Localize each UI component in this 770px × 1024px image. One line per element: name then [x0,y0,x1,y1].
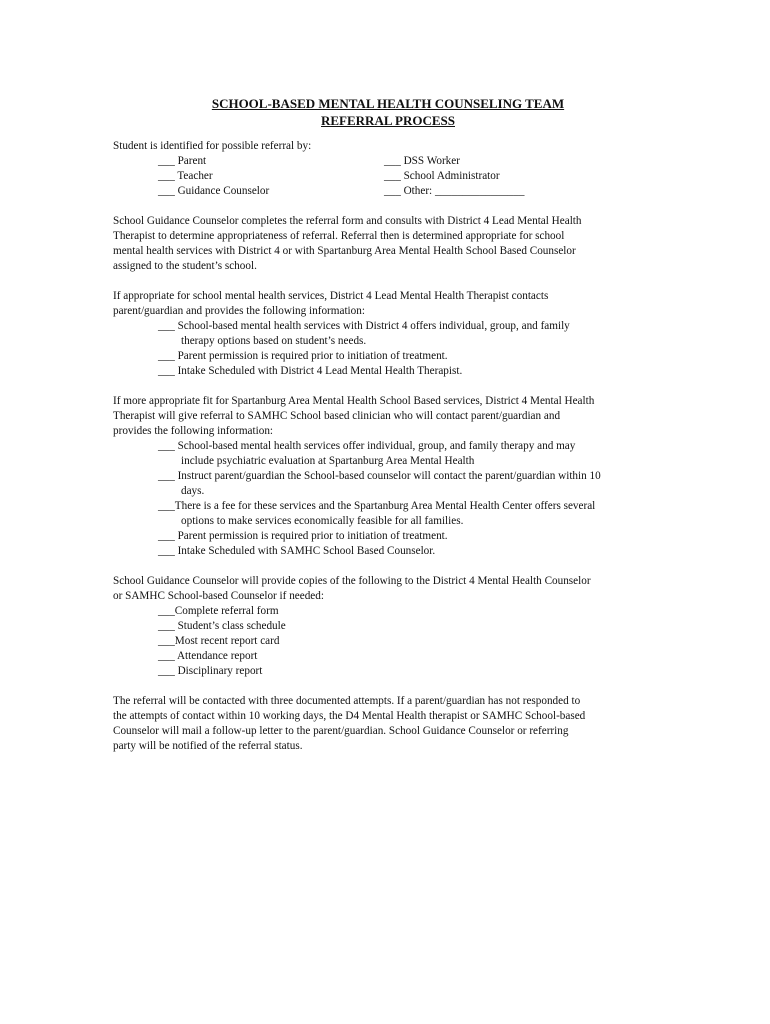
checklist-item [113,349,663,364]
checklist-item-text: days. [181,485,205,497]
checklist-item [113,544,663,559]
checklist-item-text: ___ School-based mental health services offer individual, group, and family therapy and may [158,440,576,452]
paragraph-samhc [113,394,663,559]
paragraph-line: provides the following information: [113,425,274,437]
checklist-item [113,499,663,514]
paragraph-line: assigned to the student’s school. [113,260,257,272]
referrer-option: ___ Guidance Counselor [158,185,270,197]
referrer-option: ___ Teacher [158,170,213,182]
checklist-item [113,604,663,619]
referrer-option: ___ Parent [158,155,207,167]
checklist-item [113,364,663,379]
referrer-option: ___ School Administrator [384,170,500,182]
checklist-item [113,529,663,544]
paragraph-line: If more appropriate fit for Spartanburg Area Mental Health School Based services, District 4 Mental Health [113,395,595,407]
checklist-item-text: ___ Instruct parent/guardian the School-based counselor will contact the parent/guardian within 10 [158,470,601,482]
checklist-item-text: ___ Disciplinary report [158,665,263,677]
paragraph-follow-up [113,694,663,754]
checklist-item-text: ___ School-based mental health services with District 4 offers individual, group, and family [158,320,570,332]
checklist-item [113,469,663,484]
paragraph-line: School Guidance Counselor will provide copies of the following to the District 4 Mental Health Counselor [113,575,591,587]
referrer-options-right [384,154,524,199]
paragraph-line: Counselor will mail a follow-up letter to the parent/guardian. School Guidance Counselor or referring [113,725,569,737]
checklist-item-text: ___ Parent permission is required prior to initiation of treatment. [158,530,448,542]
referrer-option: ___ Other: ________________ [384,185,525,197]
paragraph-copies [113,574,663,679]
title-line-1: SCHOOL-BASED MENTAL HEALTH COUNSELING TEAM [211,96,565,111]
paragraph-district4 [113,289,663,379]
checklist-item-text: options to make services economically feasible for all families. [181,515,464,527]
referrer-options [113,154,663,199]
checklist-item-text: ___There is a fee for these services and the Spartanburg Area Mental Health Center offers several [158,500,596,512]
referrer-option: ___ DSS Worker [384,155,460,167]
checklist-item-continuation [113,334,663,349]
checklist-item-text: include psychiatric evaluation at Spartanburg Area Mental Health [181,455,475,467]
identified-intro: Student is identified for possible referral by: [113,140,312,152]
document-body [113,95,663,754]
paragraph-consultation [113,214,663,274]
checklist-item-text: ___ Intake Scheduled with SAMHC School Based Counselor. [158,545,436,557]
checklist-item-text: ___ Attendance report [158,650,258,662]
paragraph-line: If appropriate for school mental health services, District 4 Lead Mental Health Therapist contacts [113,290,549,302]
checklist-item-continuation [113,484,663,499]
checklist-item-text: ___Complete referral form [158,605,279,617]
paragraph-line: or SAMHC School-based Counselor if needed: [113,590,324,602]
checklist-item [113,319,663,334]
identified-section [113,139,663,199]
checklist-item-text: ___ Parent permission is required prior to initiation of treatment. [158,350,448,362]
checklist-item-text: ___Most recent report card [158,635,280,647]
document-title [113,95,663,129]
paragraph-line: Therapist will give referral to SAMHC School based clinician who will contact parent/guardian and [113,410,561,422]
checklist-item [113,619,663,634]
paragraph-line: mental health services with District 4 or with Spartanburg Area Mental Health School Based Counselor [113,245,576,257]
paragraph-line: The referral will be contacted with three documented attempts. If a parent/guardian has not responded to [113,695,581,707]
checklist-item [113,664,663,679]
checklist-item [113,439,663,454]
checklist-item [113,649,663,664]
checklist-item-text: therapy options based on student’s needs. [181,335,367,347]
paragraph-line: the attempts of contact within 10 working days, the D4 Mental Health therapist or SAMHC School-based [113,710,586,722]
checklist-item-text: ___ Intake Scheduled with District 4 Lead Mental Health Therapist. [158,365,463,377]
paragraph-line: party will be notified of the referral status. [113,740,303,752]
paragraph-line: Therapist to determine appropriateness of referral. Referral then is determined appropriate for school [113,230,565,242]
checklist-item [113,634,663,649]
paragraph-line: parent/guardian and provides the following information: [113,305,365,317]
checklist-item-continuation [113,454,663,469]
paragraph-line: School Guidance Counselor completes the referral form and consults with District 4 Lead Mental Health [113,215,582,227]
referrer-options-left [158,154,269,199]
title-line-2: REFERRAL PROCESS [321,113,455,128]
checklist-item-text: ___ Student’s class schedule [158,620,286,632]
checklist-item-continuation [113,514,663,529]
